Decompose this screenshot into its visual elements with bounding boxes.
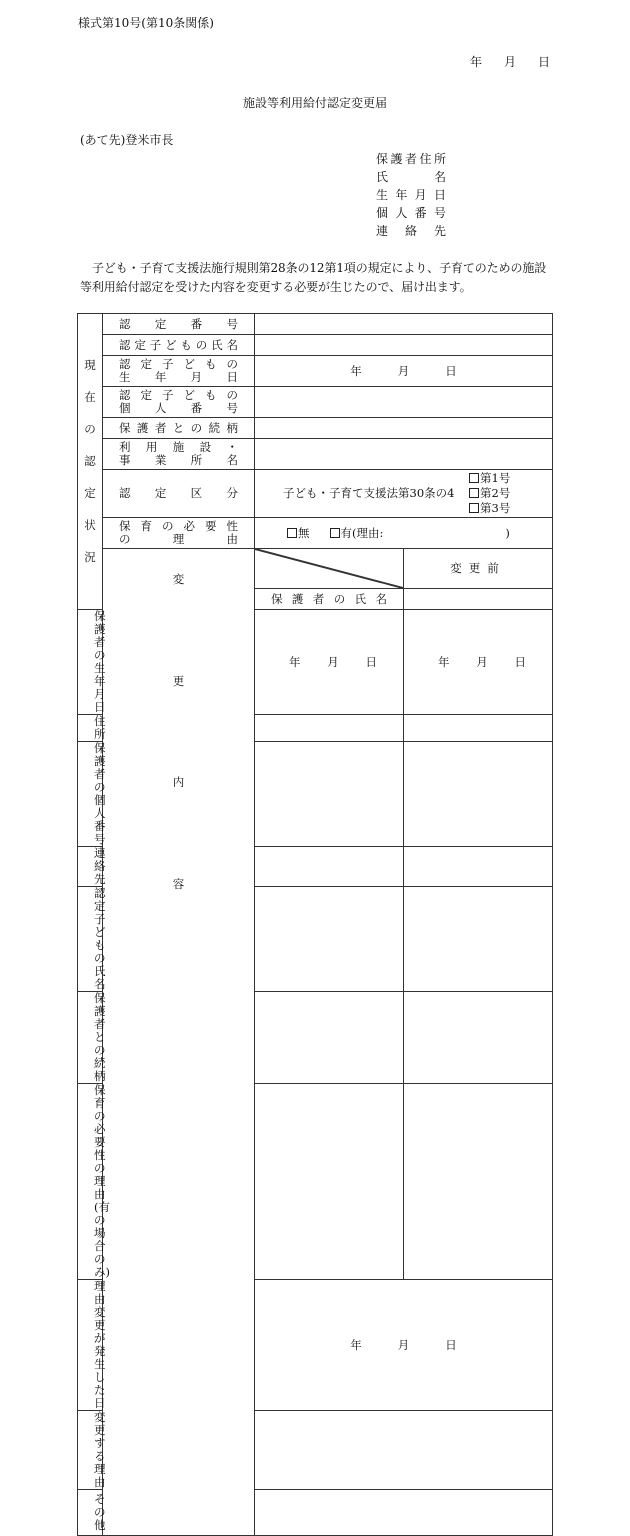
label-reason-date: 理由変更が 発生した日 — [78, 1280, 103, 1411]
label-guardian-id: 保護者の個人番号 — [78, 742, 103, 847]
after-guardian-birth[interactable]: 年 月 日 — [404, 610, 553, 715]
label-contact: 連絡先 — [78, 847, 103, 887]
applicant-contact-label: 連絡先 — [376, 224, 446, 238]
field-facility[interactable] — [255, 439, 553, 470]
applicant-labels — [376, 150, 446, 240]
form-number: 様式第10号(第10条関係) — [78, 16, 214, 30]
label-reason: 変更する理由 — [78, 1411, 103, 1490]
field-child-name[interactable] — [255, 335, 553, 356]
diagonal-header-cell — [255, 549, 404, 589]
field-category — [255, 470, 553, 518]
change-form-table — [77, 313, 553, 1536]
after-guardian-id[interactable] — [404, 742, 553, 847]
checkbox-icon[interactable] — [330, 528, 340, 538]
after-contact[interactable] — [404, 847, 553, 887]
change-section-label: 変 更 内 容 — [103, 549, 255, 1536]
label-guardian-birth: 保護者の生年月日 — [78, 610, 103, 715]
category-option-1[interactable]: 第1号 — [469, 471, 510, 486]
before-necessity[interactable] — [255, 1084, 404, 1280]
field-reason-date[interactable]: 年 月 日 — [255, 1280, 553, 1411]
after-relationship[interactable] — [404, 992, 553, 1084]
current-status-section-label: 現 在 の 認 定 状 況 — [78, 314, 103, 610]
field-relationship[interactable] — [255, 418, 553, 439]
addressee: (あて先)登米市長 — [80, 133, 174, 147]
label-child-id: 認定子どもの 個人番号 — [103, 387, 255, 418]
label-category: 認定区分 — [103, 470, 255, 518]
label-facility: 利用施設・ 事業所名 — [103, 439, 255, 470]
label-child-birth: 認定子どもの 生年月日 — [103, 356, 255, 387]
birth-day: 日 — [445, 363, 457, 378]
necessity-close-paren: ) — [505, 525, 510, 540]
applicant-birth-label: 生年月日 — [376, 188, 446, 202]
necessity-none-option[interactable]: 無 — [287, 527, 310, 540]
before-guardian-id[interactable] — [255, 742, 404, 847]
label-change-child-name: 認定子どもの氏名 — [78, 887, 103, 992]
date-month: 月 — [503, 55, 516, 69]
applicant-address-label: 保護者住所 — [376, 152, 446, 166]
checkbox-icon[interactable] — [469, 473, 479, 483]
field-cert-number[interactable] — [255, 314, 553, 335]
before-guardian-birth[interactable]: 年 月 日 — [255, 610, 404, 715]
submission-date — [470, 53, 550, 70]
checkbox-icon[interactable] — [469, 503, 479, 513]
before-address[interactable] — [255, 715, 404, 742]
field-necessity — [255, 518, 553, 549]
field-child-birth[interactable] — [255, 356, 553, 387]
before-contact[interactable] — [255, 847, 404, 887]
after-address[interactable] — [404, 715, 553, 742]
category-law: 子ども・子育て支援法第30条の4 — [283, 486, 455, 500]
date-year: 年 — [470, 55, 483, 69]
label-change-relationship: 保護者との続柄 — [78, 992, 103, 1084]
before-child-name[interactable] — [255, 887, 404, 992]
label-relationship: 保護者との続柄 — [103, 418, 255, 439]
label-other: その他 — [78, 1490, 103, 1536]
birth-month: 月 — [397, 363, 410, 378]
necessity-yes-option[interactable]: 有(理由: — [330, 527, 384, 540]
label-cert-number: 認定番号 — [103, 314, 255, 335]
date-day: 日 — [537, 55, 550, 69]
declaration-text: 子ども・子育て支援法施行規則第28条の12第1項の規定により、子育てのための施設等利用給付認定を受けた内容を変更する必要が生じたので、届け出ます。 — [80, 261, 547, 294]
field-reason[interactable] — [255, 1411, 553, 1490]
label-necessity: 保育の必要性 の理由 — [103, 518, 255, 549]
after-child-name[interactable] — [404, 887, 553, 992]
applicant-id-label: 個人番号 — [376, 206, 446, 220]
after-necessity[interactable] — [404, 1084, 553, 1280]
birth-year: 年 — [350, 363, 362, 378]
category-option-3[interactable]: 第3号 — [469, 501, 510, 516]
checkbox-icon[interactable] — [469, 488, 479, 498]
label-guardian-name: 保護者の氏名 — [255, 589, 404, 610]
label-change-necessity: 保育の必要性の理由 (有の場合のみ) — [78, 1084, 103, 1280]
field-other[interactable] — [255, 1490, 553, 1536]
applicant-name-label: 氏名 — [376, 170, 446, 184]
label-address: 住所 — [78, 715, 103, 742]
before-guardian-name[interactable] — [404, 589, 553, 610]
document-title: 施設等利用給付認定変更届 — [242, 96, 387, 110]
before-relationship[interactable] — [255, 992, 404, 1084]
label-child-name: 認定子どもの氏名 — [103, 335, 255, 356]
before-header: 変更前 — [404, 549, 553, 589]
field-child-id[interactable] — [255, 387, 553, 418]
checkbox-icon[interactable] — [287, 528, 297, 538]
category-option-2[interactable]: 第2号 — [469, 486, 510, 501]
